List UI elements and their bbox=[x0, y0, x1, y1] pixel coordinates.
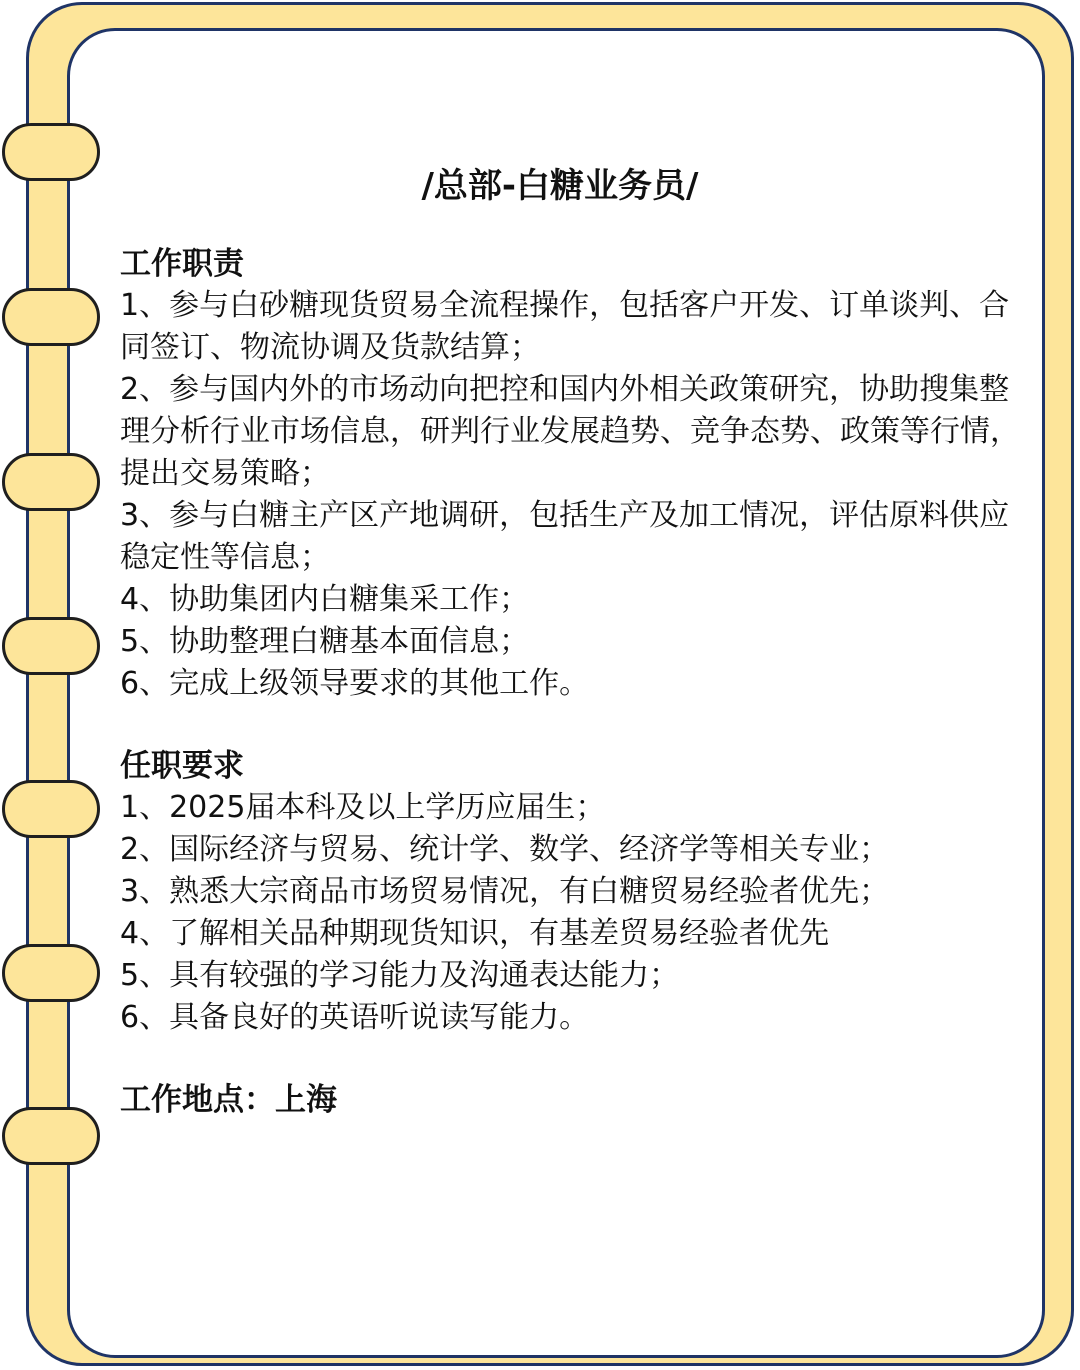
binder-ring bbox=[2, 123, 100, 181]
list-item: 2、国际经济与贸易、统计学、数学、经济学等相关专业； bbox=[120, 832, 890, 867]
list-item: 5、具有较强的学习能力及沟通表达能力； bbox=[120, 958, 680, 993]
list-item: 1、2025届本科及以上学历应届生； bbox=[120, 790, 606, 825]
list-item: 4、协助集团内白糖集采工作； bbox=[120, 582, 530, 617]
job-posting bbox=[120, 158, 1020, 1121]
binder-ring bbox=[2, 780, 100, 838]
list-item: 6、具备良好的英语听说读写能力。 bbox=[120, 1000, 590, 1035]
list-item: 1、参与白砂糖现货贸易全流程操作，包括客户开发、订单谈判、合同签订、物流协调及货款结算； bbox=[120, 288, 1010, 365]
section-spacer bbox=[120, 705, 1020, 745]
list-item: 5、协助整理白糖基本面信息； bbox=[120, 624, 530, 659]
duties-list bbox=[120, 285, 1020, 705]
list-item: 6、完成上级领导要求的其他工作。 bbox=[120, 666, 590, 701]
duties-heading: 工作职责 bbox=[120, 246, 244, 282]
list-item: 4、了解相关品种期现货知识，有基差贸易经验者优先 bbox=[120, 916, 830, 951]
page-title: /总部-白糖业务员/ bbox=[421, 166, 699, 206]
binder-ring bbox=[2, 1107, 100, 1165]
list-item: 2、参与国内外的市场动向把控和国内外相关政策研究，协助搜集整理分析行业市场信息，研判行业发展趋势、竞争态势、政策等行情，提出交易策略； bbox=[120, 372, 1020, 491]
binder-ring bbox=[2, 617, 100, 675]
section-spacer bbox=[120, 1039, 1020, 1079]
requirements-heading: 任职要求 bbox=[120, 748, 244, 784]
requirements-list bbox=[120, 787, 1020, 1039]
list-item: 3、熟悉大宗商品市场贸易情况，有白糖贸易经验者优先； bbox=[120, 874, 890, 909]
list-item: 3、参与白糖主产区产地调研，包括生产及加工情况，评估原料供应稳定性等信息； bbox=[120, 498, 1010, 575]
work-location: 工作地点：上海 bbox=[120, 1082, 337, 1118]
binder-ring bbox=[2, 453, 100, 511]
binder-ring bbox=[2, 288, 100, 346]
binder-ring bbox=[2, 944, 100, 1002]
